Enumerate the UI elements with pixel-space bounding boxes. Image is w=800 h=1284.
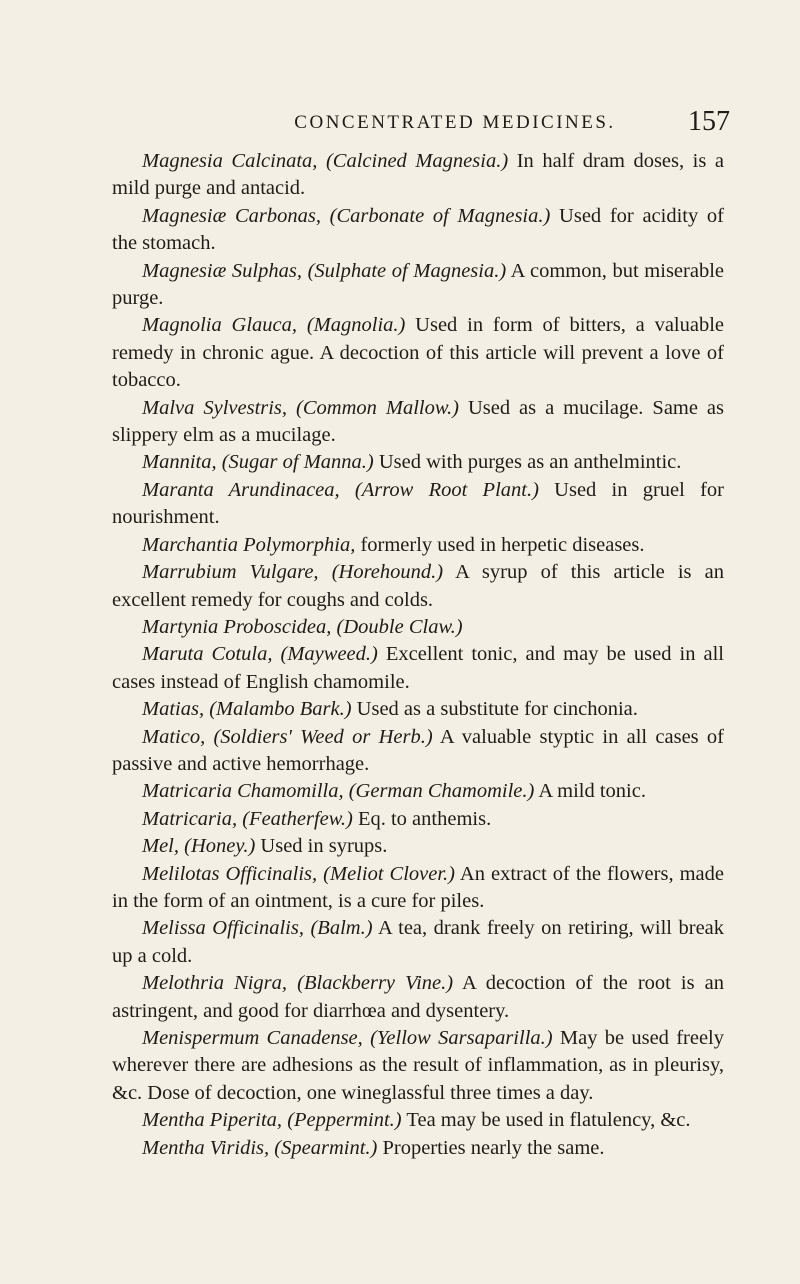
entry-description: Used in syrups. <box>260 835 388 858</box>
entry-common-name: (German Chamomile.) <box>348 780 535 803</box>
entry-name: Matricaria Chamomilla, <box>142 780 344 803</box>
entry-name: Mentha Viridis, <box>142 1136 270 1159</box>
entry-description: May be used freely wherever there are adhesions as the result of inflammation, as in pleurisy, &c. Dose of decoction, one wineglassful three times a day. <box>112 1027 725 1104</box>
entry-common-name: (Yellow Sarsaparilla.) <box>370 1027 553 1049</box>
entry-description: A mild tonic. <box>538 780 646 803</box>
entry-name: Menispermum Canadense, <box>142 1027 363 1049</box>
entry-common-name: (Calcined Magnesia.) <box>325 150 509 172</box>
entry-name: Mentha Piperita, <box>142 1109 283 1132</box>
entry-common-name: (Arrow Root Plant.) <box>354 478 539 501</box>
entry-description: Used in gruel for nourishment. <box>112 478 724 529</box>
entry-description: Properties nearly the same. <box>382 1136 605 1159</box>
entry-common-name: (Sugar of Manna.) <box>221 451 374 474</box>
entry-description: In half dram doses, is a mild purge and antacid. <box>112 150 725 200</box>
entry-common-name: (Double Claw.) <box>336 615 463 638</box>
entry <box>112 559 724 614</box>
entry <box>112 970 724 1025</box>
entry-name: Melissa Officinalis, <box>142 917 304 940</box>
entry-description: A common, but miserable purge. <box>112 259 724 310</box>
entry <box>112 148 724 203</box>
entry-name: Malva Sylvestris, <box>142 396 288 419</box>
entry-name: Magnesia Calcinata, <box>142 150 318 172</box>
entry-description: Used as a mucilage. Same as slippery elm as a mucilage. <box>112 396 725 447</box>
entry-description: A syrup of this article is an excellent remedy for coughs and colds. <box>112 561 725 611</box>
entry <box>112 449 724 476</box>
entry-common-name: (Sulphate of Magnesia.) <box>307 259 507 282</box>
entry <box>112 395 724 450</box>
entry <box>112 696 724 723</box>
entry-name: Maruta Cotula, <box>142 643 273 666</box>
entry <box>112 1025 724 1107</box>
entry <box>112 1135 724 1162</box>
entry-description: An extract of the flowers, made in the form of an ointment, is a cure for piles. <box>112 862 724 912</box>
entry-name: Matias, <box>142 698 205 721</box>
entry <box>112 833 724 860</box>
entry <box>112 312 724 394</box>
entry-name: Mel, <box>142 835 179 858</box>
entry-description: A decoction of the root is an astringent, and good for diarrhœa and dysentery. <box>112 972 725 1022</box>
entry-common-name: (Mayweed.) <box>280 643 378 666</box>
entry <box>112 532 724 559</box>
entry-common-name: (Balm.) <box>310 917 373 940</box>
entry-name: Marchantia Polymorphia, <box>142 533 356 556</box>
entry-description: A valuable styptic in all cases of passive and active hemorrhage. <box>112 725 725 775</box>
entry <box>112 614 724 641</box>
entry-common-name: (Magnolia.) <box>306 314 406 337</box>
entry-description: Used with purges as an anthelmintic. <box>378 451 682 474</box>
entry-common-name: (Peppermint.) <box>287 1109 402 1132</box>
entry-common-name: (Malambo Bark.) <box>209 698 352 721</box>
entry-common-name: (Meliot Clover.) <box>323 862 456 885</box>
entry-description: Used for acidity of the stomach. <box>112 204 725 255</box>
entry <box>112 641 724 696</box>
entry-name: Martynia Proboscidea, <box>142 615 332 638</box>
page-number: 157 <box>688 106 730 137</box>
entry-name: Magnesiæ Sulphas, <box>142 259 302 282</box>
entry <box>112 778 724 805</box>
entry-name: Maranta Arundinacea, <box>142 478 340 501</box>
entry-name: Marrubium Vulgare, <box>142 561 319 584</box>
entry <box>112 915 724 970</box>
entry-common-name: (Soldiers' Weed or Herb.) <box>213 725 433 748</box>
entry <box>112 724 724 779</box>
entry-name: Melothria Nigra, <box>142 972 288 995</box>
entry-description: Tea may be used in flatulency, &c. <box>406 1109 691 1132</box>
entry-description: formerly used in herpetic diseases. <box>360 533 645 556</box>
entry-name: Magnesiæ Carbonas, <box>142 204 321 227</box>
entry-common-name: (Blackberry Vine.) <box>297 972 454 995</box>
entry <box>112 477 724 532</box>
entry-common-name: (Horehound.) <box>331 561 444 584</box>
entry-common-name: (Common Mallow.) <box>296 396 459 419</box>
entry-name: Magnolia Glauca, <box>142 314 298 337</box>
entry-name: Matricaria, <box>142 807 238 830</box>
entry-description: Used in form of bitters, a valuable remedy in chronic ague. A decoction of this article will prevent a love of tobacco. <box>112 314 725 392</box>
entry-description: A tea, drank freely on retiring, will break up a cold. <box>112 917 725 967</box>
entry-common-name: (Honey.) <box>184 835 256 858</box>
entry <box>112 1107 724 1134</box>
entry-common-name: (Carbonate of Magnesia.) <box>329 204 551 227</box>
entry-list <box>112 148 724 1162</box>
page-header <box>110 106 730 144</box>
entry-common-name: (Featherfew.) <box>242 807 353 830</box>
entry-description: Used as a substitute for cinchonia. <box>356 698 638 721</box>
entry <box>112 258 724 313</box>
entry-common-name: (Spearmint.) <box>274 1136 378 1159</box>
entry-name: Mannita, <box>142 451 217 474</box>
entry <box>112 806 724 833</box>
entry-name: Melilotas Officinalis, <box>142 862 318 885</box>
entry <box>112 203 724 258</box>
running-title: CONCENTRATED MEDICINES. <box>294 112 616 133</box>
entry-name: Matico, <box>142 725 206 748</box>
entry <box>112 861 724 916</box>
entry-description: Excellent tonic, and may be used in all cases instead of English chamomile. <box>112 643 724 693</box>
entry-description: Eq. to anthemis. <box>357 807 492 830</box>
